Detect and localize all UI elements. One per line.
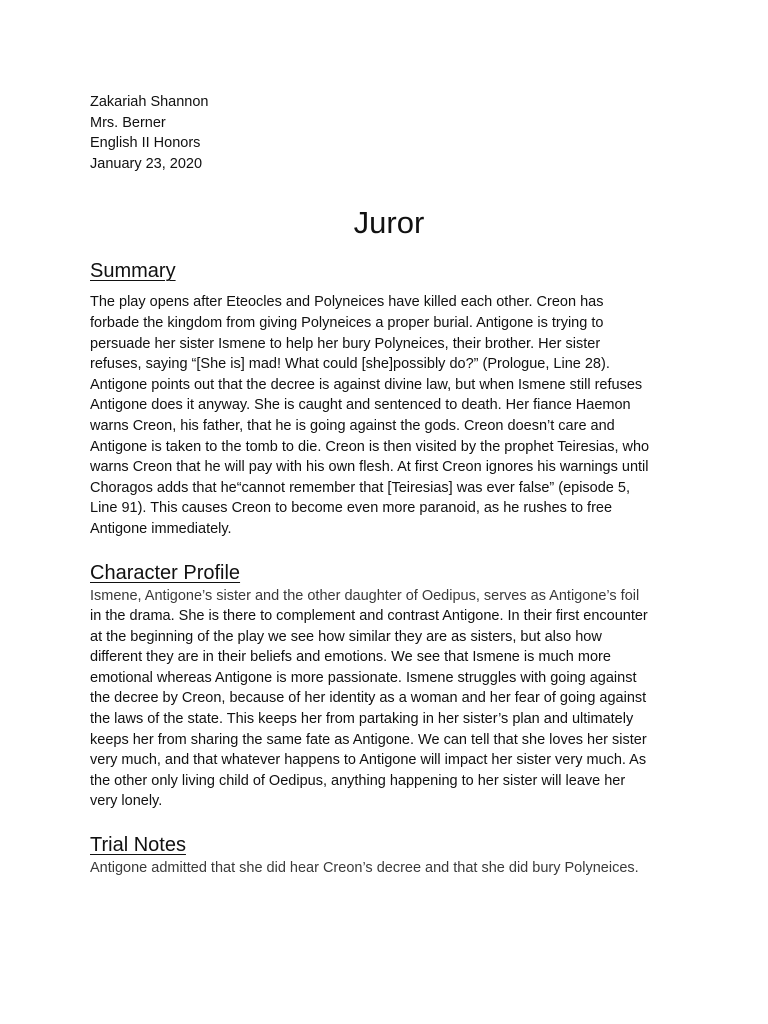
trial-notes-paragraph — [90, 858, 680, 879]
character-profile-line: very much, and that whatever happens to Antigone will impact her sister very much. As — [90, 752, 647, 769]
document-date: January 23, 2020 — [90, 155, 203, 172]
character-profile-line: keeps her from sharing the same fate as Antigone. We can tell that she loves her sister — [90, 731, 647, 748]
character-profile-line: the decree by Creon, because of her identity as a woman and her fear of going against — [90, 690, 647, 707]
summary-line: forbade the kingdom from giving Polyneices a proper burial. Antigone is trying to — [90, 314, 604, 331]
character-profile-heading: Character Profile — [90, 561, 241, 584]
character-profile-line: at the beginning of the play we see how similar they are as sisters, but also how — [90, 628, 602, 645]
trial-notes-heading: Trial Notes — [90, 834, 186, 857]
character-profile-line: in the drama. She is there to complement and contrast Antigone. In their first encounter — [90, 608, 648, 625]
summary-line: refuses, saying “[She is] mad! What could [she]possibly do?” (Prologue, Line 28). — [90, 356, 610, 373]
summary-heading: Summary — [90, 260, 176, 283]
trial-notes-line: Antigone admitted that she did hear Creon’s decree and that she did bury Polyneices. — [90, 860, 639, 877]
summary-line: Antigone points out that the decree is against divine law, but when Ismene still refuses — [90, 376, 643, 393]
author-name: Zakariah Shannon — [90, 94, 209, 110]
summary-line: warns Creon that he will pay with his own flesh. At first Creon ignores his warnings until — [90, 459, 649, 476]
summary-line: Line 91). This causes Creon to become even more paranoid, as he rushes to free — [90, 500, 613, 517]
character-profile-line: different they are in their beliefs and emotions. We see that Ismene is much more — [90, 649, 611, 666]
summary-paragraph — [90, 292, 680, 539]
character-profile-line: the laws of the state. This keeps her from partaking in her sister’s plan and ultimately — [90, 711, 634, 728]
summary-line: Choragos adds that he“cannot remember that [Teiresias] was ever false” (episode 5, — [90, 479, 630, 496]
summary-line: Antigone does it anyway. She is caught and sentenced to death. Her fiance Haemon — [90, 397, 631, 414]
character-profile-line: emotional whereas Antigone is more passionate. Ismene struggles with going against — [90, 669, 637, 686]
document-title: Juror — [353, 205, 425, 241]
summary-line: persuade her sister Ismene to help her bury Polyneices, their brother. Her sister — [90, 335, 601, 352]
teacher-name: Mrs. Berner — [90, 114, 166, 131]
summary-line: warns Creon, his father, that he is going against the gods. Creon doesn’t care and — [90, 417, 615, 434]
character-profile-line: very lonely. — [90, 793, 163, 810]
character-profile-line: the other only living child of Oedipus, anything happening to her sister will leave her — [90, 772, 626, 789]
summary-line: Antigone is taken to the tomb to die. Creon is then visited by the prophet Teiresias, who — [90, 438, 650, 455]
course-name: English II Honors — [90, 135, 201, 152]
summary-line: Antigone immediately. — [90, 520, 232, 537]
document-page — [90, 92, 680, 879]
character-profile-paragraph — [90, 586, 680, 813]
character-profile-line: Ismene, Antigone’s sister and the other daughter of Oedipus, serves as Antigone’s foil — [90, 587, 640, 604]
summary-line: The play opens after Eteocles and Polyneices have killed each other. Creon has — [90, 294, 604, 311]
